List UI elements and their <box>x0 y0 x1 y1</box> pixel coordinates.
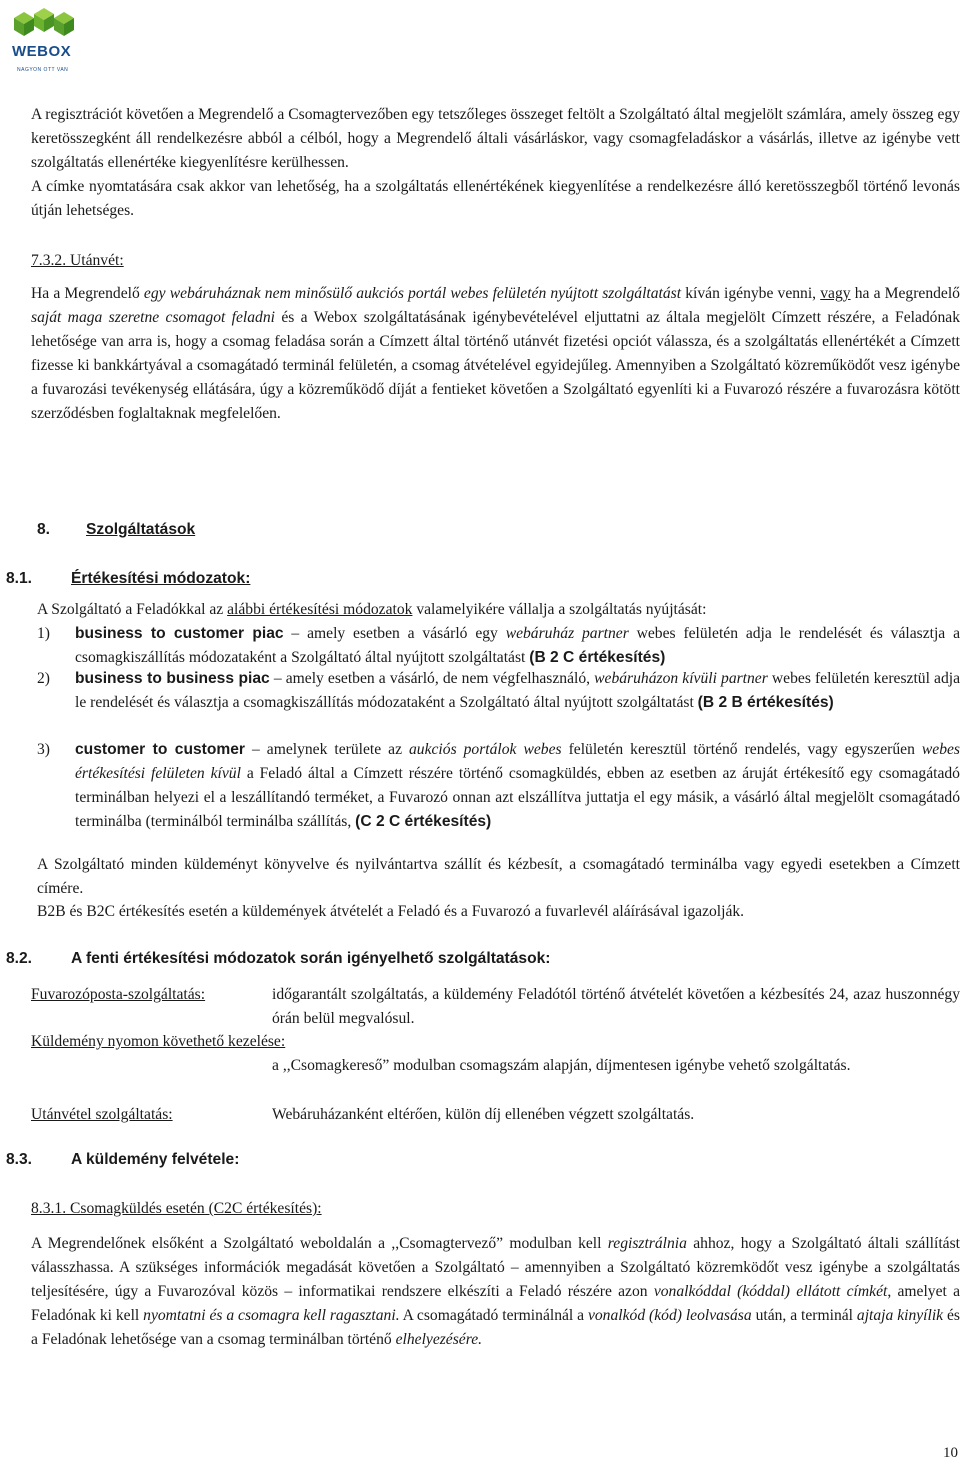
section-8-1-title: Értékesítési módozatok: <box>71 570 251 587</box>
list-item-b2b: business to business piac – amely esetben a vásárló, de nem végfelhasználó, webáruházon kívüli partner webes felületén keresztül adja le rendelését és választja a csomagkiszállítás módozataként a Szolgáltató által nyújtott szolgáltatást (B 2 B értékesítés) <box>75 670 960 711</box>
page-number: 10 <box>943 1445 958 1461</box>
section-8-title: Szolgáltatások <box>86 521 196 538</box>
intro-paragraph-1: A regisztrációt követően a Megrendelő a Csomagtervezőben egy tetszőleges összeget feltölt a Szolgáltató által megjelölt számlára, amely összeg egy keretösszegként áll rendelkezésre abból a célból, hogy a Megrendelő általi vásárláskor, vagy csomagfeladáskor a vásárlás, illetve az igénybe vett szolgáltatás ellenértéke kiegyenlítésre kerülhessen. <box>31 106 960 171</box>
section-8-1-closing-1: A Szolgáltató minden küldeményt könyvelve és nyilvántartva szállít és kézbesít, a csomagátadó terminálba vagy egyedi esetekben a Címzett címére. <box>37 856 960 897</box>
logo-tagline: NAGYON OTT VAN <box>17 67 69 73</box>
section-8-2-title: A fenti értékesítési módozatok során igényelhető szolgáltatások: <box>71 950 551 967</box>
cube-logo-icon <box>6 4 82 44</box>
webox-logo <box>6 4 82 73</box>
service-def-2: a ,,Csomagkereső” modulban csomagszám alapján, díjmentesen igénybe vehető szolgáltatás. <box>272 1057 851 1074</box>
logo-brand-text: WEBOX <box>12 43 72 60</box>
list-item-b2c: business to customer piac – amely esetben a vásárló egy webáruház partner webes felületén adja le rendelését és választja a csomagkiszállítás módozataként a Szolgáltató által nyújtott szolgáltatást (B 2 C értékesítés) <box>75 625 960 666</box>
section-8-3-number: 8.3. <box>6 1151 33 1168</box>
section-8-1-closing-2: B2B és B2C értékesítés esetén a küldemények átvételét a Feladó és a Fuvarozó a fuvarlevél aláírásával igazolják. <box>37 903 745 920</box>
list-item-c2c: customer to customer – amelynek területe az aukciós portálok webes felületén keresztül történő rendelés, vagy egyszerűen webes értékesítési felületen kívül a Feladó által a Címzett részére történő csomagküldés, ebben az esetben az áruját értékesítő egy csomagátadó terminálban helyezi el a leszállítandó terméket, a Fuvarozó onnan azt elszállítva juttatja el egy másik, a vásárló által megjelölt csomagátadó terminálba (terminálból terminálba szállítás, (C 2 C értékesítés) <box>75 741 960 830</box>
service-term-3: Utánvétel szolgáltatás: <box>31 1106 173 1123</box>
section-8-number: 8. <box>37 521 51 538</box>
section-8-3-1-heading: 8.3.1. Csomagküldés esetén (C2C értékesítés): <box>31 1200 322 1217</box>
section-8-3-title: A küldemény felvétele: <box>71 1151 240 1168</box>
section-7-3-2-heading: 7.3.2. Utánvét: <box>31 252 124 269</box>
list-number-2: 2) <box>37 670 50 687</box>
service-def-1: időgarantált szolgáltatás, a küldemény Feladótól történő átvételét követően a kézbesítés 24, azaz huszonnégy órán belül megvalósul. <box>272 986 960 1027</box>
list-number-1: 1) <box>37 625 50 642</box>
intro-paragraph-2: A címke nyomtatására csak akkor van lehetőség, ha a szolgáltatás ellenértékének kiegyenlítése a rendelkezésre álló keretösszegből történő levonás útján lehetséges. <box>31 178 960 219</box>
service-term-2: Küldemény nyomon követhető kezelése: <box>31 1033 286 1050</box>
section-7-3-2-body: Ha a Megrendelő egy webáruháznak nem minősülő aukciós portál webes felületén nyújtott szolgáltatást kíván igénybe venni, vagy ha a Megrendelő saját maga szeretne csomagot feladni és a Webox szolgáltatásának igénybevételével eljuttatni az általa megjelölt Címzett részére, a Feladónak lehetősége van arra is, hogy a csomag feladása során a Címzett által történő utánvét fizetési opciót válassza, és a szolgáltatás ellenértékét a Címzett fizesse ki bankkártyával a csomagátadó terminál felületén, a csomag átvételével egyidejűleg. Amennyiben a Szolgáltató közreműködőt vesz igénybe a fuvarozási tevékenység ellátására, úgy a közreműködő díját a fentieket követően a Szolgáltató egyenlíti ki a Fuvarozó részére a fuvarozásra kötött szerződésben foglaltaknak megfelelően. <box>31 285 960 422</box>
section-8-2-number: 8.2. <box>6 950 33 967</box>
section-8-1-number: 8.1. <box>6 570 33 587</box>
list-number-3: 3) <box>37 741 50 758</box>
section-8-3-1-body: A Megrendelőnek elsőként a Szolgáltató weboldalán a ,,Csomagtervező” modulban kell regisztrálnia ahhoz, hogy a Szolgáltató általi szállítást válasszhassa. A szükséges információk megadását követően a Szolgáltató – amennyiben a Szolgáltató közremködőt vesz igénybe a szolgáltatás teljesítésére, úgy a Fuvarozóval közös – informatikai rendszere elkészíti a Feladó részére azon vonalkóddal (kóddal) ellátott címkét, amelyet a Feladónak ki kell nyomtatni és a csomagra kell ragasztani. A csomagátadó terminálnál a vonalkód (kód) leolvasása után, a terminál ajtaja kinyílik és a Feladónak lehetősége van a csomag terminálban történő elhelyezésére. <box>31 1235 960 1348</box>
service-def-3: Webáruházanként eltérően, külön díj ellenében végzett szolgáltatás. <box>272 1106 695 1123</box>
service-term-1: Fuvarozóposta-szolgáltatás: <box>31 986 206 1003</box>
section-8-1-lead: A Szolgáltató a Feladókkal az alábbi értékesítési módozatok valamelyikére vállalja a szolgáltatás nyújtását: <box>37 601 707 618</box>
